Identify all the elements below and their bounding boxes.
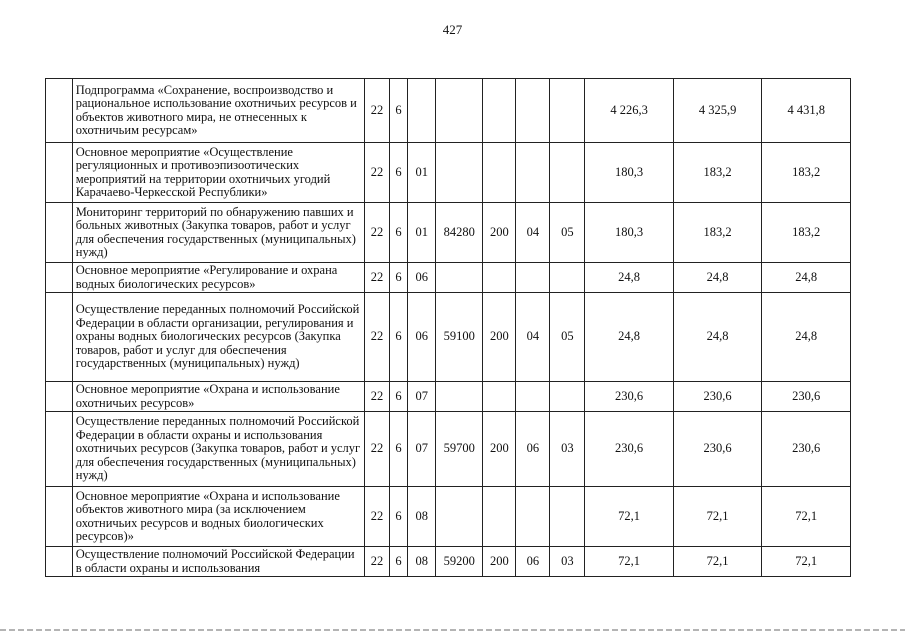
- measure-code-cell: 07: [408, 382, 436, 412]
- row-description: Основное мероприятие «Охрана и использование объектов животного мира (за исключением охотничьих ресурсов и водных биологических ресурсов)»: [72, 487, 364, 547]
- measure-code-cell: 06: [408, 263, 436, 293]
- value-year-2-cell: 72,1: [673, 547, 762, 577]
- row-number-cell: [46, 487, 73, 547]
- table-row: [46, 487, 851, 547]
- row-number-cell: [46, 79, 73, 143]
- measure-code-cell: 01: [408, 203, 436, 263]
- value-year-2-cell: 183,2: [673, 203, 762, 263]
- row-description: Мониторинг территорий по обнаружению павших и больных животных (Закупка товаров, работ и услуг для обеспечения государственных (муниципальных) нужд): [72, 203, 364, 263]
- row-description: Основное мероприятие «Осуществление регуляционных и противоэпизоотических мероприятий на территории охотничьих угодий Карачаево-Черкесской Республики»: [72, 143, 364, 203]
- section-code-cell: 22: [365, 203, 390, 263]
- value-year-3-cell: 230,6: [762, 412, 851, 487]
- budget-table: [45, 78, 851, 577]
- row-number-cell: [46, 293, 73, 382]
- section-cell: [516, 382, 550, 412]
- direction-code-cell: [436, 143, 483, 203]
- page-number: 427: [442, 22, 463, 37]
- table-row: [46, 293, 851, 382]
- subsection-cell: 03: [550, 547, 585, 577]
- subsection-cell: [550, 79, 585, 143]
- direction-code-cell: 84280: [436, 203, 483, 263]
- table-row: [46, 382, 851, 412]
- value-year-1-cell: 230,6: [585, 382, 674, 412]
- row-description: Осуществление переданных полномочий Российской Федерации в области организации, регулирования и охраны водных биологических ресурсов (Закупка товаров, работ и услуг для обеспечения государственных (муниципальных) нужд): [72, 293, 364, 382]
- direction-code-cell: [436, 79, 483, 143]
- section-cell: 06: [516, 412, 550, 487]
- direction-code-cell: [436, 263, 483, 293]
- row-number-cell: [46, 143, 73, 203]
- expense-type-cell: 200: [483, 203, 516, 263]
- value-year-1-cell: 24,8: [585, 263, 674, 293]
- value-year-1-cell: 180,3: [585, 203, 674, 263]
- subsection-cell: 03: [550, 412, 585, 487]
- row-description: Осуществление переданных полномочий Российской Федерации в области охраны и использования охотничьих ресурсов (Закупка товаров, работ и услуг для обеспечения государственных (муниципальных) нужд): [72, 412, 364, 487]
- value-year-2-cell: 4 325,9: [673, 79, 762, 143]
- value-year-3-cell: 183,2: [762, 203, 851, 263]
- value-year-2-cell: 183,2: [673, 143, 762, 203]
- row-description: Основное мероприятие «Регулирование и охрана водных биологических ресурсов»: [72, 263, 364, 293]
- value-year-3-cell: 72,1: [762, 487, 851, 547]
- measure-code-cell: [408, 79, 436, 143]
- expense-type-cell: 200: [483, 293, 516, 382]
- row-number-cell: [46, 412, 73, 487]
- expense-type-cell: [483, 79, 516, 143]
- table-row: [46, 79, 851, 143]
- subprogram-code-cell: 6: [389, 547, 408, 577]
- section-cell: [516, 143, 550, 203]
- subprogram-code-cell: 6: [389, 79, 408, 143]
- value-year-1-cell: 4 226,3: [585, 79, 674, 143]
- expense-type-cell: [483, 263, 516, 293]
- section-code-cell: 22: [365, 412, 390, 487]
- section-cell: 06: [516, 547, 550, 577]
- value-year-3-cell: 230,6: [762, 382, 851, 412]
- direction-code-cell: [436, 487, 483, 547]
- section-code-cell: 22: [365, 79, 390, 143]
- section-code-cell: 22: [365, 382, 390, 412]
- row-description: Осуществление полномочий Российской Федерации в области охраны и использования: [72, 547, 364, 577]
- table-row: [46, 143, 851, 203]
- direction-code-cell: [436, 382, 483, 412]
- section-code-cell: 22: [365, 143, 390, 203]
- direction-code-cell: 59100: [436, 293, 483, 382]
- measure-code-cell: 06: [408, 293, 436, 382]
- row-number-cell: [46, 547, 73, 577]
- row-number-cell: [46, 203, 73, 263]
- row-description: Основное мероприятие «Охрана и использование охотничьих ресурсов»: [72, 382, 364, 412]
- row-number-cell: [46, 263, 73, 293]
- measure-code-cell: 08: [408, 547, 436, 577]
- expense-type-cell: [483, 487, 516, 547]
- subprogram-code-cell: 6: [389, 293, 408, 382]
- expense-type-cell: [483, 143, 516, 203]
- table-row: [46, 412, 851, 487]
- subprogram-code-cell: 6: [389, 382, 408, 412]
- expense-type-cell: 200: [483, 547, 516, 577]
- value-year-3-cell: 72,1: [762, 547, 851, 577]
- subprogram-code-cell: 6: [389, 143, 408, 203]
- value-year-2-cell: 230,6: [673, 382, 762, 412]
- value-year-3-cell: 24,8: [762, 293, 851, 382]
- subsection-cell: 05: [550, 293, 585, 382]
- subsection-cell: [550, 487, 585, 547]
- subprogram-code-cell: 6: [389, 487, 408, 547]
- expense-type-cell: [483, 382, 516, 412]
- value-year-2-cell: 230,6: [673, 412, 762, 487]
- subsection-cell: [550, 382, 585, 412]
- direction-code-cell: 59200: [436, 547, 483, 577]
- section-code-cell: 22: [365, 487, 390, 547]
- value-year-1-cell: 72,1: [585, 487, 674, 547]
- section-cell: [516, 263, 550, 293]
- value-year-2-cell: 24,8: [673, 293, 762, 382]
- value-year-1-cell: 24,8: [585, 293, 674, 382]
- row-description: Подпрограмма «Сохранение, воспроизводство и рациональное использование охотничьих ресурсов и объектов животного мира, не отнесенных к охотничьим ресурсам»: [72, 79, 364, 143]
- table-body: [46, 79, 851, 577]
- subprogram-code-cell: 6: [389, 263, 408, 293]
- section-cell: [516, 487, 550, 547]
- subsection-cell: [550, 263, 585, 293]
- section-cell: 04: [516, 293, 550, 382]
- value-year-2-cell: 24,8: [673, 263, 762, 293]
- section-code-cell: 22: [365, 293, 390, 382]
- subprogram-code-cell: 6: [389, 412, 408, 487]
- value-year-1-cell: 72,1: [585, 547, 674, 577]
- measure-code-cell: 07: [408, 412, 436, 487]
- table-row: [46, 203, 851, 263]
- subsection-cell: [550, 143, 585, 203]
- value-year-1-cell: 230,6: [585, 412, 674, 487]
- section-cell: 04: [516, 203, 550, 263]
- row-number-cell: [46, 382, 73, 412]
- section-code-cell: 22: [365, 263, 390, 293]
- value-year-3-cell: 183,2: [762, 143, 851, 203]
- table-row: [46, 547, 851, 577]
- section-code-cell: 22: [365, 547, 390, 577]
- table-row: [46, 263, 851, 293]
- direction-code-cell: 59700: [436, 412, 483, 487]
- value-year-2-cell: 72,1: [673, 487, 762, 547]
- scan-edge-artifact: [0, 629, 905, 631]
- value-year-3-cell: 24,8: [762, 263, 851, 293]
- section-cell: [516, 79, 550, 143]
- measure-code-cell: 01: [408, 143, 436, 203]
- subprogram-code-cell: 6: [389, 203, 408, 263]
- subsection-cell: 05: [550, 203, 585, 263]
- measure-code-cell: 08: [408, 487, 436, 547]
- expense-type-cell: 200: [483, 412, 516, 487]
- value-year-3-cell: 4 431,8: [762, 79, 851, 143]
- value-year-1-cell: 180,3: [585, 143, 674, 203]
